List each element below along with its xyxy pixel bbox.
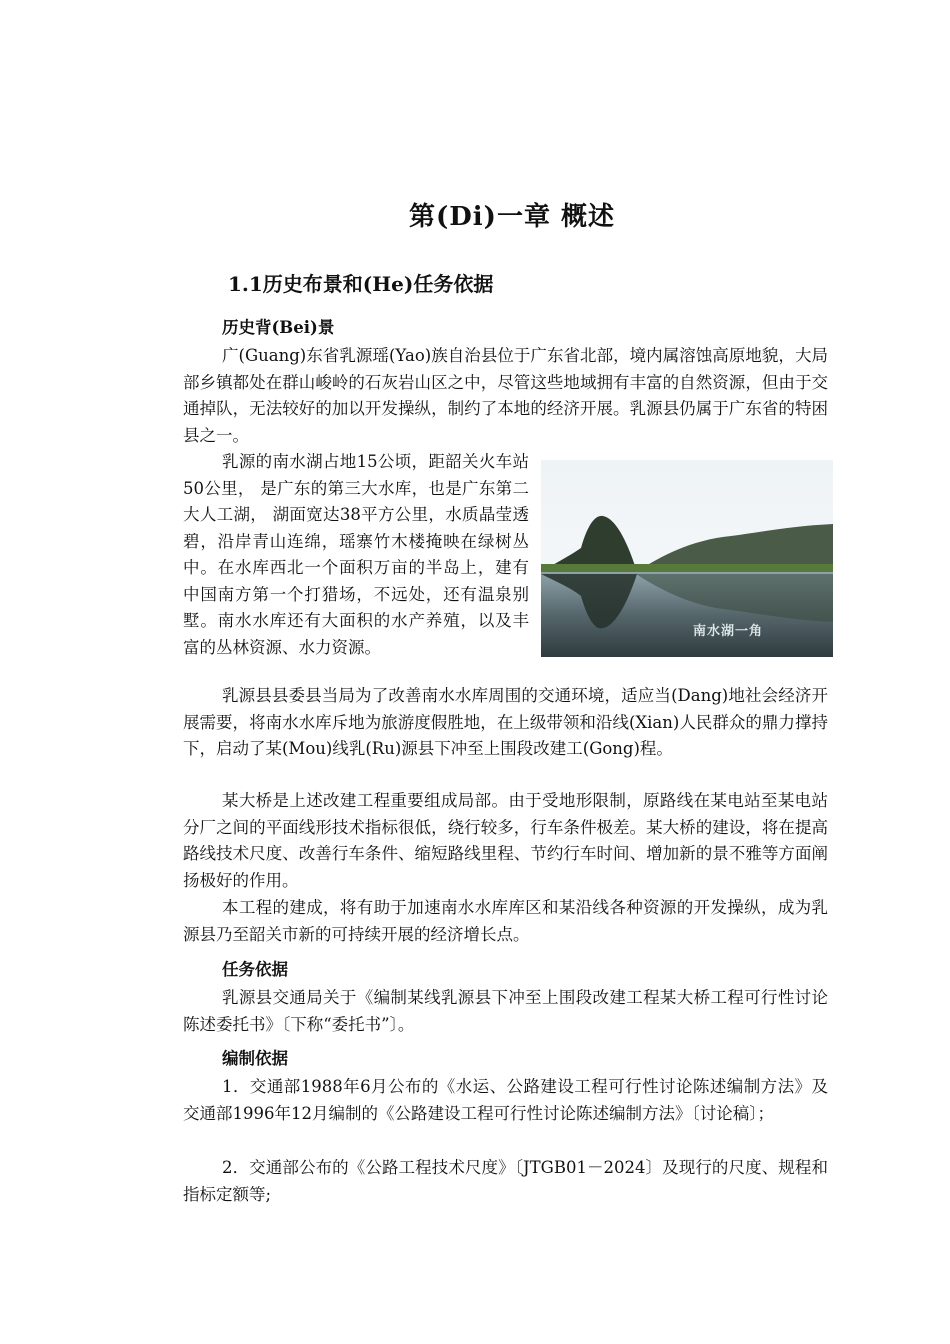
background-paragraph-2: 乳源的南水湖占地15公顷，距韶关火车站50公里， 是广东的第三大水库，也是广东第二大人工湖， 湖面宽达38平方公里，水质晶莹透碧，沿岸青山连绵，瑶寨竹木楼掩映在绿树丛中。在水库西北一个面积万亩的半岛上，建有中国南方第一个打猎场，不远处，还有温泉别墅。南水水库还有大面积的水产养殖，以及丰富的丛林资源、水力资源。: [183, 452, 529, 657]
background-paragraph-1: 广(Guang)东省乳源瑶(Yao)族自治县位于广东省北部，境内属溶蚀高原地貌，大局部乡镇都处在群山峻岭的石灰岩山区之中，尽管这些地域拥有丰富的自然资源，但由于交通掉队，无法较好的加以开发操纵，制约了本地的经济开展。乳源县仍属于广东省的特困县之一。: [183, 346, 828, 445]
background-paragraph-5: 本工程的建成，将有助于加速南水水库库区和某沿线各种资源的开发操纵，成为乳源县乃至韶关市新的可持续开展的经济增长点。: [183, 898, 828, 944]
photo-caption: 南水湖一角: [692, 624, 763, 639]
background-paragraph-4: 某大桥是上述改建工程重要组成局部。由于受地形限制，原路线在某电站至某电站分厂之间的平面线形技术指标很低，绕行较多，行车条件极差。某大桥的建设，将在提高路线技术尺度、改善行车条件、缩短路线里程、节约行车时间、增加新的景不雅等方面阐扬极好的作用。: [183, 791, 828, 890]
compile-basis-item-1: 1．交通部1988年6月公布的《水运、公路建设工程可行性讨论陈述编制方法》及交通部1996年12月编制的《公路建设工程可行性讨论陈述编制方法》〔讨论稿〕；: [183, 1077, 828, 1123]
task-basis-heading: 任务依据: [222, 960, 288, 979]
background-heading: 历史背(Bei)景: [222, 318, 335, 337]
section-title: 1.1历史布景和(He)任务依据: [228, 272, 494, 296]
chapter-title: 第(Di)一章 概述: [408, 202, 616, 232]
compile-basis-heading: 编制依据: [222, 1049, 288, 1068]
nanshui-lake-photo: [541, 460, 833, 657]
task-basis-paragraph: 乳源县交通局关于《编制某线乳源县下冲至上围段改建工程某大桥工程可行性讨论陈述委托书》〔下称“委托书”〕。: [183, 988, 828, 1034]
background-paragraph-3: 乳源县县委县当局为了改善南水水库周围的交通环境，适应当(Dang)地社会经济开展需要，将南水水库斥地为旅游度假胜地，在上级带领和沿线(Xian)人民群众的鼎力撑持下，启动了某(Mou)线乳(Ru)源县下冲至上围段改建工(Gong)程。: [183, 686, 828, 758]
compile-basis-item-2: 2．交通部公布的《公路工程技术尺度》〔JTGB01－2024〕及现行的尺度、规程和指标定额等;: [183, 1158, 828, 1204]
